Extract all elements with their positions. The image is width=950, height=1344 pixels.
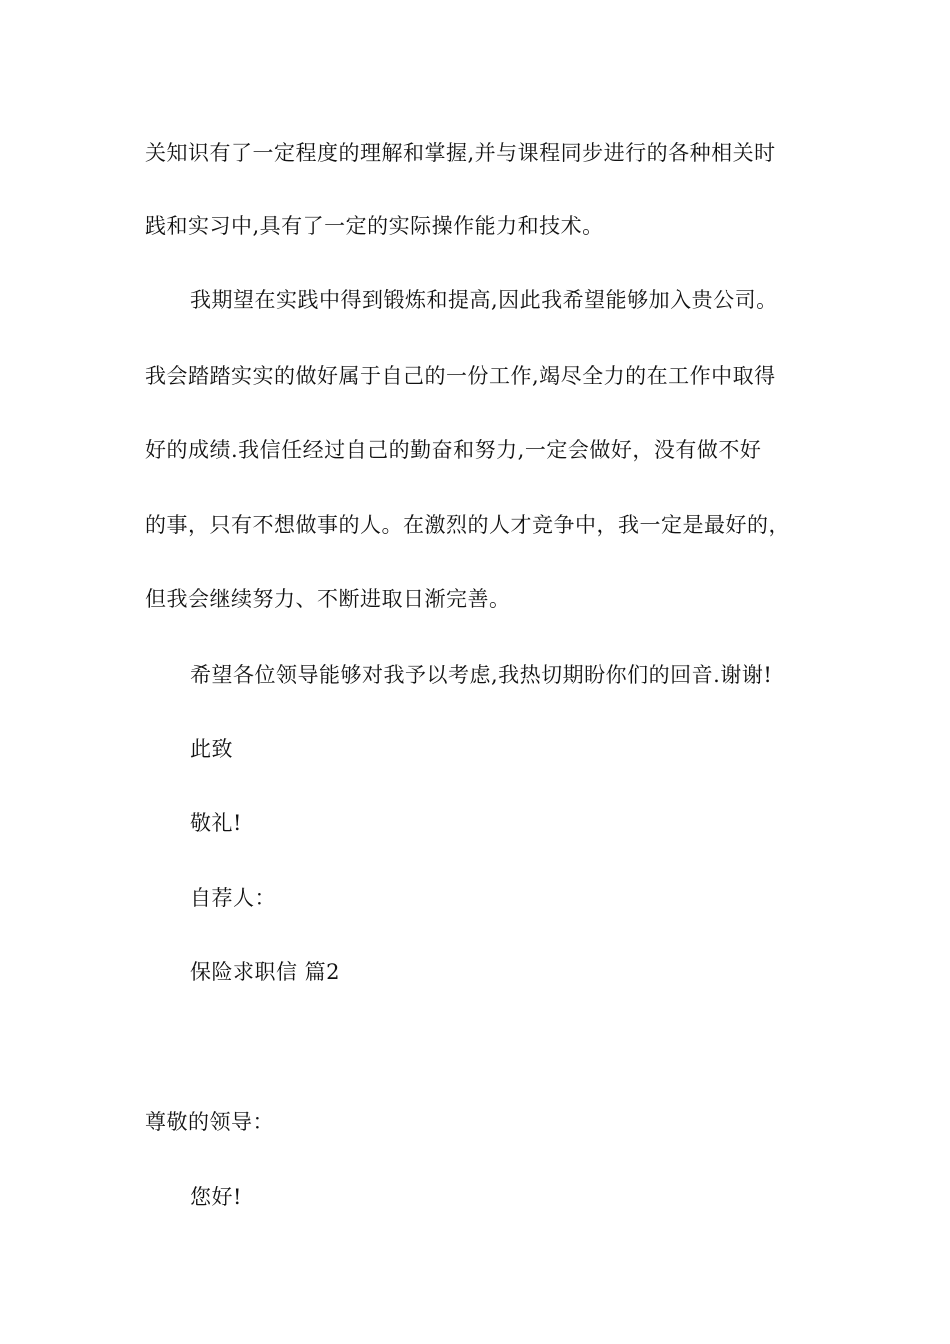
closing-regards: 敬礼! <box>190 811 242 835</box>
body-text-line: 好的成绩.我信任经过自己的勤奋和努力,一定会做好，没有做不好 <box>145 438 762 462</box>
body-text-line: 我会踏踏实实的做好属于自己的一份工作,竭尽全力的在工作中取得 <box>145 364 776 388</box>
signature-label: 自荐人： <box>190 886 276 910</box>
paragraph-first-line: 我期望在实践中得到锻炼和提高,因此我希望能够加入贵公司。 <box>190 288 778 312</box>
body-text-line: 践和实习中,具有了一定的实际操作能力和技术。 <box>145 214 604 238</box>
section-heading: 保险求职信 篇2 <box>190 960 341 984</box>
body-text-line: 的事，只有不想做事的人。在激烈的人才竞争中，我一定是最好的， <box>145 513 790 537</box>
body-text-line: 但我会继续努力、不断进取日渐完善。 <box>145 587 511 611</box>
body-text-line: 关知识有了一定程度的理解和掌握,并与课程同步进行的各种相关时 <box>145 141 776 165</box>
closing-salutation: 此致 <box>190 737 233 761</box>
letter-opening: 您好! <box>190 1185 242 1209</box>
letter-greeting: 尊敬的领导： <box>145 1110 274 1134</box>
paragraph-first-line: 希望各位领导能够对我予以考虑,我热切期盼你们的回音.谢谢! <box>190 663 773 687</box>
